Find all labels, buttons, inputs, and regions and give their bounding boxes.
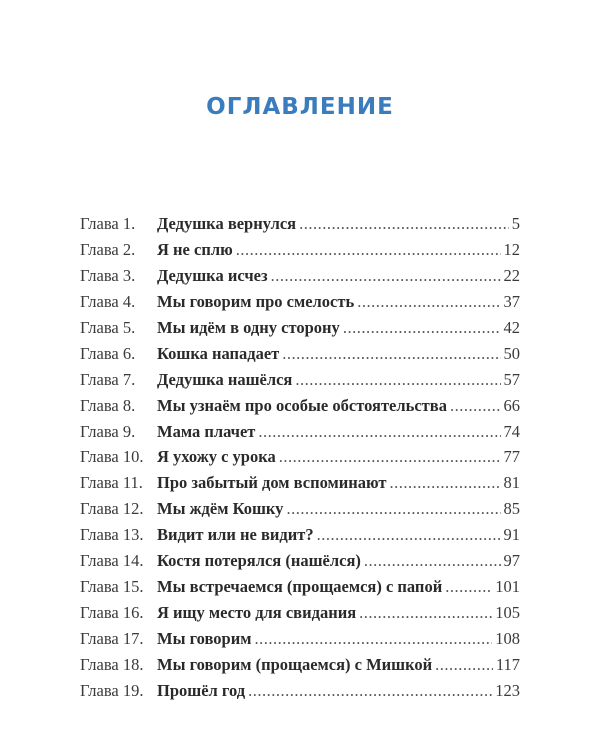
page-number: 74: [503, 421, 520, 441]
page-number: 81: [503, 473, 520, 493]
chapter-label: Глава 3.: [80, 265, 136, 285]
page-number: 66: [503, 395, 520, 415]
dot-leader: [295, 367, 500, 393]
chapter-label: Глава 11.: [80, 473, 143, 493]
chapter-label: Глава 5.: [80, 317, 136, 337]
toc-entry: [80, 211, 520, 237]
chapter-label: Глава 6.: [80, 343, 136, 363]
dot-leader: [343, 315, 501, 341]
chapter-title: Мы ждём Кошку: [157, 499, 284, 519]
chapter-title: Прошёл год: [157, 680, 246, 700]
chapter-label: Глава 1.: [80, 214, 136, 233]
page-number: 108: [495, 629, 520, 648]
dot-leader: [445, 574, 492, 600]
chapter-label: Глава 9.: [80, 421, 136, 441]
toc-entry: [80, 548, 520, 574]
toc-entry: [80, 263, 520, 289]
chapter-title: Мы идём в одну сторону: [157, 317, 340, 337]
page-number: 117: [495, 654, 520, 674]
dot-leader: [271, 263, 501, 289]
toc-entry: [80, 496, 520, 522]
chapter-title: Я ищу место для свидания: [157, 603, 357, 623]
page-number: 12: [503, 239, 520, 259]
toc-entry: [80, 626, 520, 652]
dot-leader: [317, 522, 501, 548]
dot-leader: [258, 419, 500, 445]
chapter-title: Мы говорим: [157, 629, 252, 648]
chapter-title: Я не сплю: [157, 239, 233, 259]
toc-entry: [80, 341, 520, 367]
chapter-title: Костя потерялся (нашёлся): [157, 551, 361, 571]
toc-entry: [80, 522, 520, 548]
chapter-label: Глава 8.: [80, 395, 136, 415]
chapter-label: Глава 17.: [80, 629, 144, 648]
chapter-title: Видит или не видит?: [157, 525, 314, 545]
toc-entry: [80, 237, 520, 263]
dot-leader: [254, 626, 492, 652]
dot-leader: [279, 444, 501, 470]
toc-entry: [80, 652, 520, 678]
page-number: 105: [495, 603, 520, 623]
chapter-title: Дедушка исчез: [157, 265, 268, 285]
chapter-label: Глава 14.: [80, 551, 144, 571]
dot-leader: [450, 393, 501, 419]
toc-entry: [80, 367, 520, 393]
chapter-label: Глава 19.: [80, 680, 144, 700]
chapter-title: Дедушка вернулся: [157, 214, 297, 233]
chapter-title: Кошка нападает: [157, 343, 280, 363]
toc-entry: [80, 600, 520, 626]
toc-entry: [80, 393, 520, 419]
chapter-title: Мы говорим про смелость: [157, 291, 355, 311]
chapter-title: Мы узнаём про особые обстоятельства: [157, 395, 447, 415]
table-of-contents: [80, 211, 520, 704]
chapter-title: Мы говорим (прощаемся) с Мишкой: [157, 654, 433, 674]
chapter-title: Мама плачет: [157, 421, 256, 441]
page-number: 22: [503, 265, 520, 285]
chapter-label: Глава 7.: [80, 369, 136, 389]
dot-leader: [390, 470, 501, 496]
toc-entry: [80, 574, 520, 600]
chapter-title: Дедушка нашёлся: [157, 369, 293, 389]
page-number: 91: [503, 525, 520, 545]
dot-leader: [236, 237, 501, 263]
page-number: 97: [503, 551, 520, 571]
chapter-label: Глава 16.: [80, 603, 144, 623]
page-number: 77: [503, 447, 520, 467]
chapter-title: Мы встречаемся (прощаемся) с папой: [157, 577, 443, 597]
dot-leader: [364, 548, 501, 574]
chapter-label: Глава 18.: [80, 654, 144, 674]
toc-entry: [80, 289, 520, 315]
toc-entry: [80, 419, 520, 445]
page-number: 85: [503, 499, 520, 519]
dot-leader: [357, 289, 500, 315]
dot-leader: [248, 678, 492, 704]
toc-entry: [80, 444, 520, 470]
dot-leader: [359, 600, 492, 626]
chapter-label: Глава 2.: [80, 239, 136, 259]
page-number: 57: [503, 369, 520, 389]
chapter-label: Глава 13.: [80, 525, 144, 545]
chapter-label: Глава 15.: [80, 577, 144, 597]
chapter-label: Глава 10.: [80, 447, 144, 467]
toc-entry: [80, 470, 520, 496]
page-number: 101: [495, 577, 520, 597]
chapter-title: Про забытый дом вспоминают: [157, 473, 387, 493]
chapter-title: Я ухожу с урока: [157, 447, 276, 467]
toc-entry: [80, 678, 520, 704]
page-title: ОГЛАВЛЕНИЕ: [206, 94, 394, 120]
page-number: 123: [495, 680, 520, 700]
page-number: 50: [503, 343, 520, 363]
toc-entry: [80, 315, 520, 341]
dot-leader: [286, 496, 500, 522]
dot-leader: [299, 211, 509, 237]
page-number: 42: [503, 317, 520, 337]
page-number: 5: [511, 214, 520, 233]
dot-leader: [282, 341, 500, 367]
chapter-label: Глава 4.: [80, 291, 136, 311]
chapter-label: Глава 12.: [80, 499, 144, 519]
dot-leader: [435, 652, 493, 678]
page-number: 37: [503, 291, 520, 311]
